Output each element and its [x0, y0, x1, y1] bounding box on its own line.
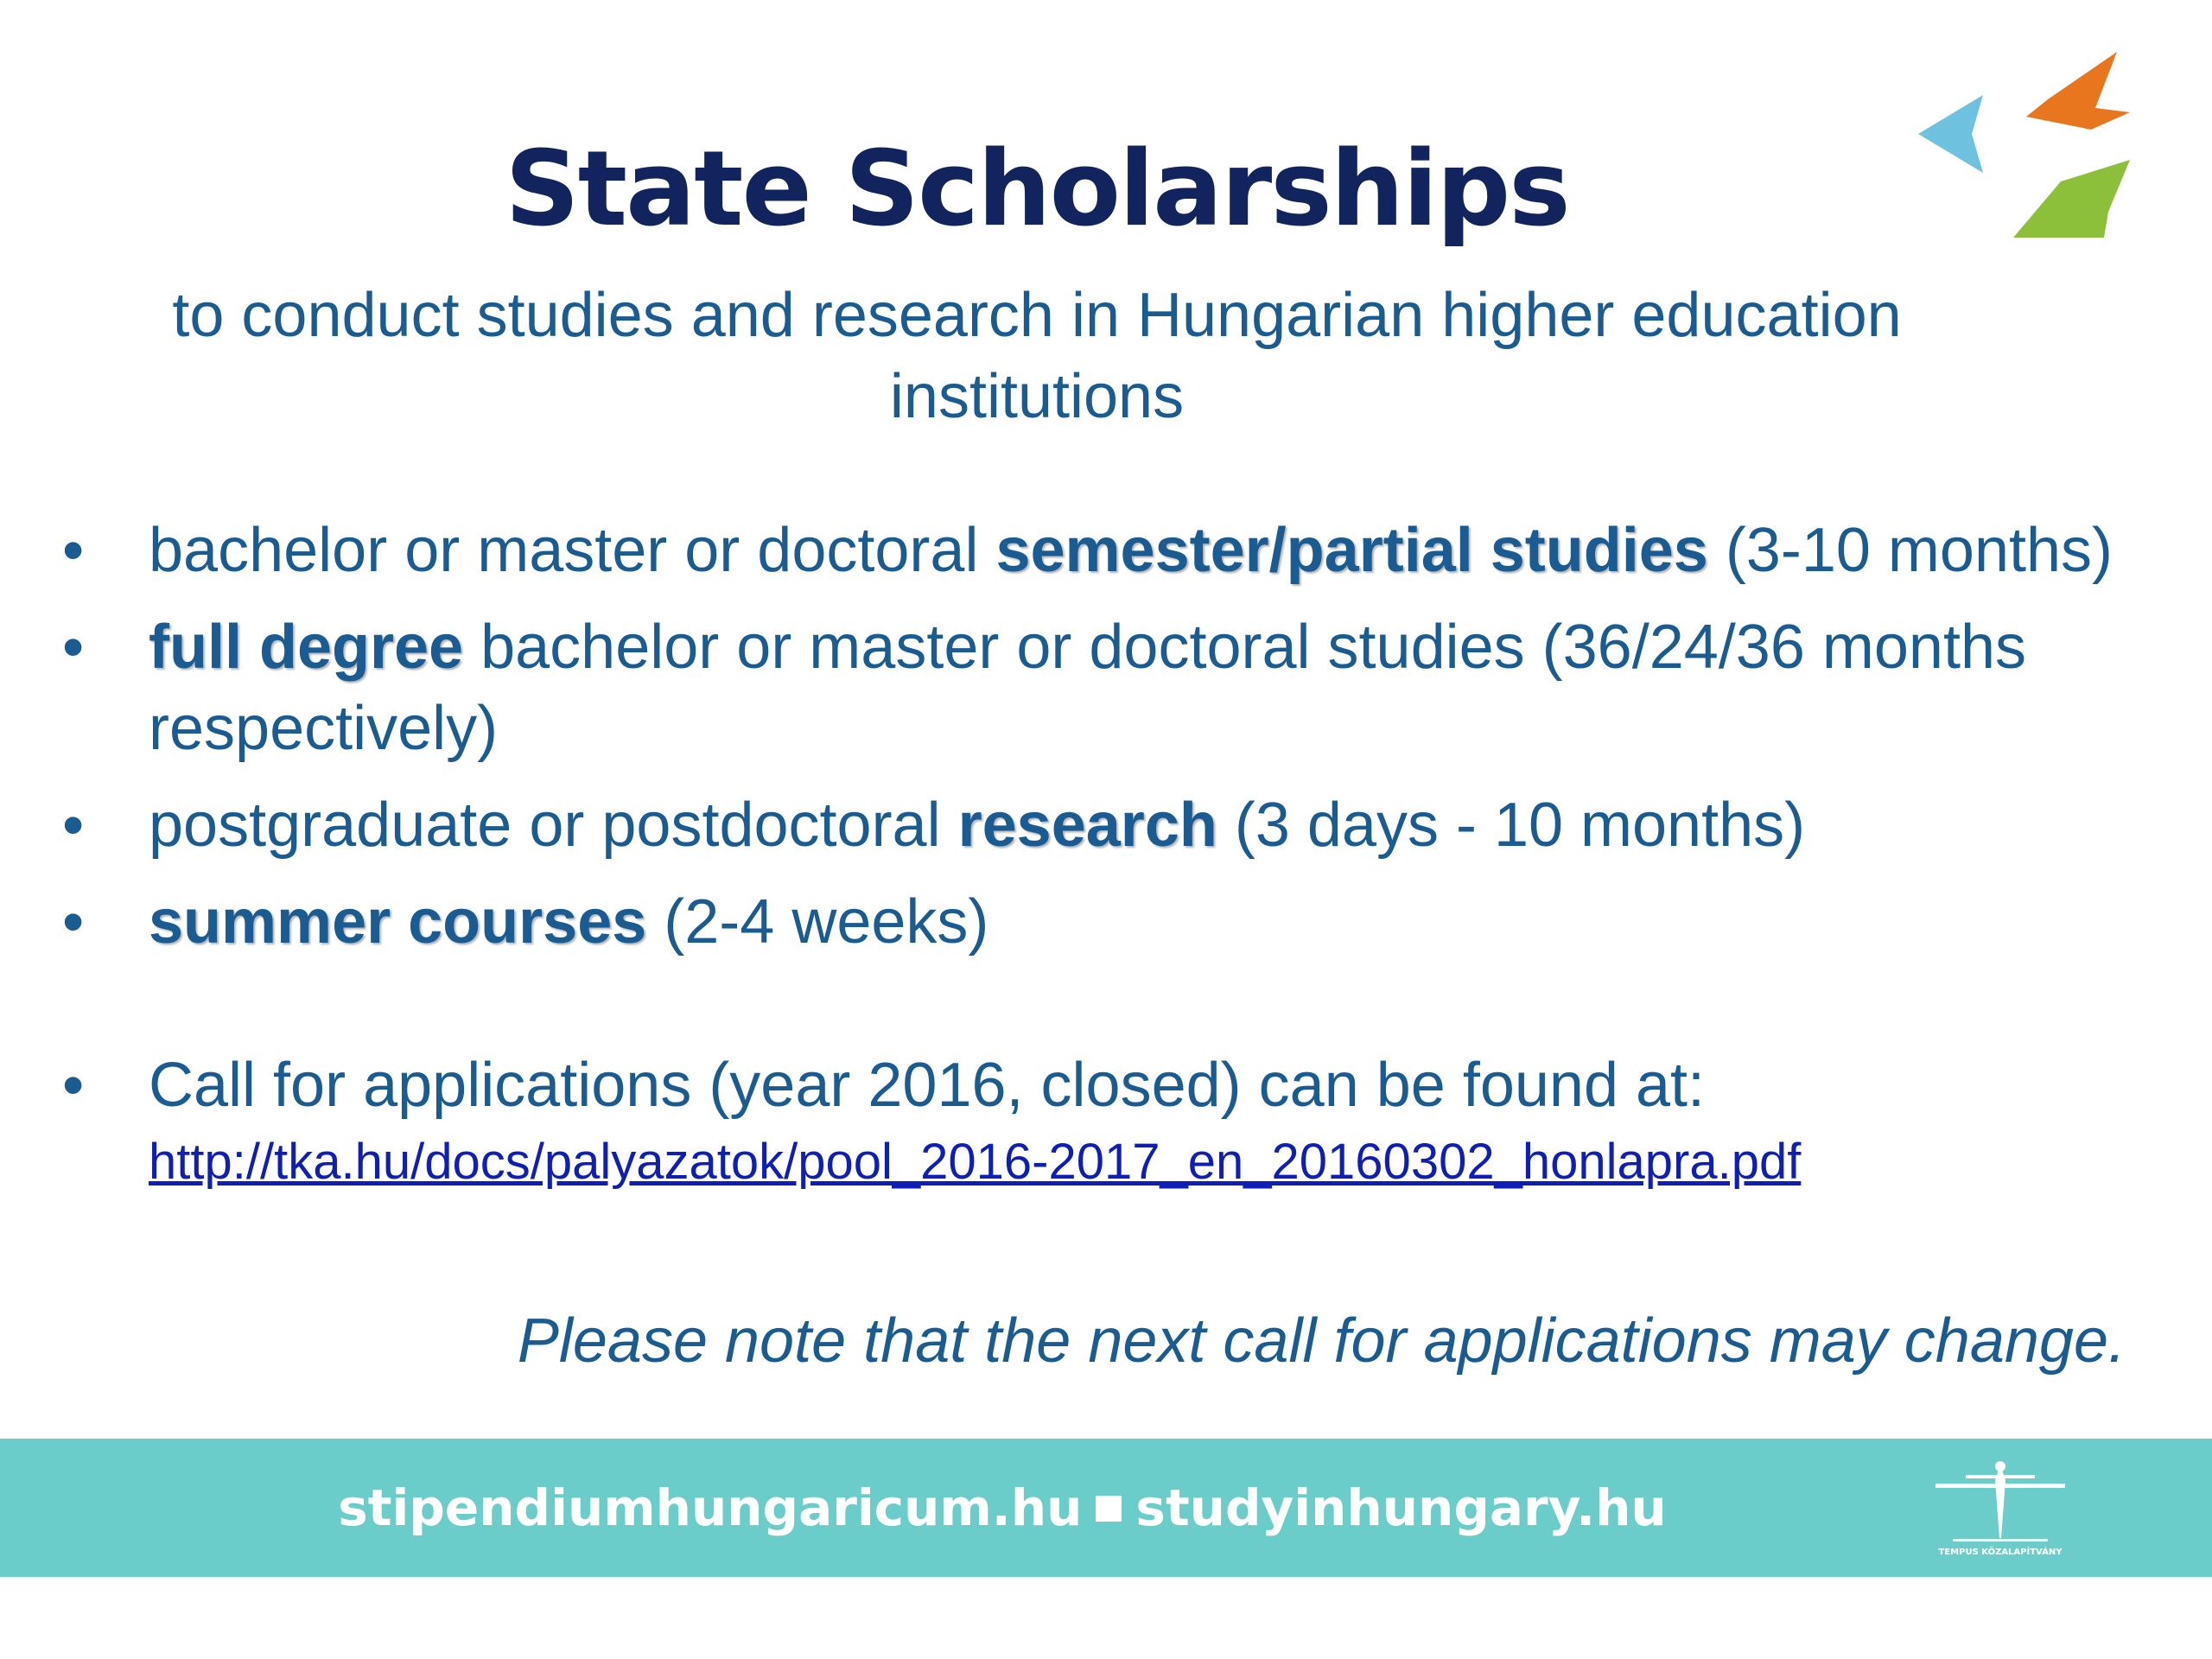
list-item-text: postgraduate or postdoctoral — [149, 791, 958, 860]
list-item — [0, 607, 2160, 769]
scholarship-list — [0, 510, 2160, 1214]
list-item-text: (3-10 months) — [1707, 516, 2113, 585]
emblem-caption: TEMPUS KÖZALAPÍTVÁNY — [1938, 1548, 2063, 1557]
list-item-text: (2-4 weeks) — [646, 887, 989, 957]
list-item — [0, 510, 2160, 591]
list-item-text: (3 days - 10 months) — [1217, 791, 1806, 860]
call-pdf-link[interactable]: http://tka.hu/docs/palyazatok/pool_2016-2017_en_20160302_honlapra.pdf — [149, 1134, 1802, 1190]
list-item-emphasis: semester/partial studies — [995, 516, 1708, 585]
tempus-emblem-icon — [1918, 1456, 2082, 1560]
page-title: State Scholarships — [505, 130, 1569, 250]
list-item-emphasis: summer courses — [149, 887, 647, 957]
list-item-text: bachelor or master or doctoral studies (36/24/36 months respectively) — [149, 613, 2027, 763]
footer-band — [0, 1439, 2212, 1577]
list-item — [0, 785, 2160, 866]
list-item-emphasis: full degree — [149, 613, 464, 682]
list-item — [0, 881, 2160, 963]
call-text: Call for applications (year 2016, closed) can be found at: — [149, 1051, 1706, 1120]
bullet-icon: • — [62, 516, 85, 585]
footer-site-studyinhungary[interactable]: studyinhungary.hu — [1135, 1478, 1667, 1537]
bullet-icon: • — [62, 613, 85, 682]
list-item-text: bachelor or master or doctoral — [149, 516, 996, 585]
bullet-icon: • — [62, 887, 85, 957]
disclaimer-note: Please note that the next call for applications may change. — [517, 1306, 2126, 1376]
footer-site-stipendium[interactable]: stipendiumhungaricum.hu — [338, 1478, 1083, 1537]
call-for-applications-item — [0, 1045, 2160, 1198]
bullet-icon: • — [62, 1051, 85, 1120]
subtitle: to conduct studies and research in Hungarian higher education institutions — [172, 281, 1902, 431]
bullet-icon: • — [62, 791, 85, 860]
square-separator-icon — [1096, 1496, 1122, 1522]
list-item-emphasis: research — [957, 791, 1217, 860]
footer-sites — [0, 1439, 2005, 1577]
